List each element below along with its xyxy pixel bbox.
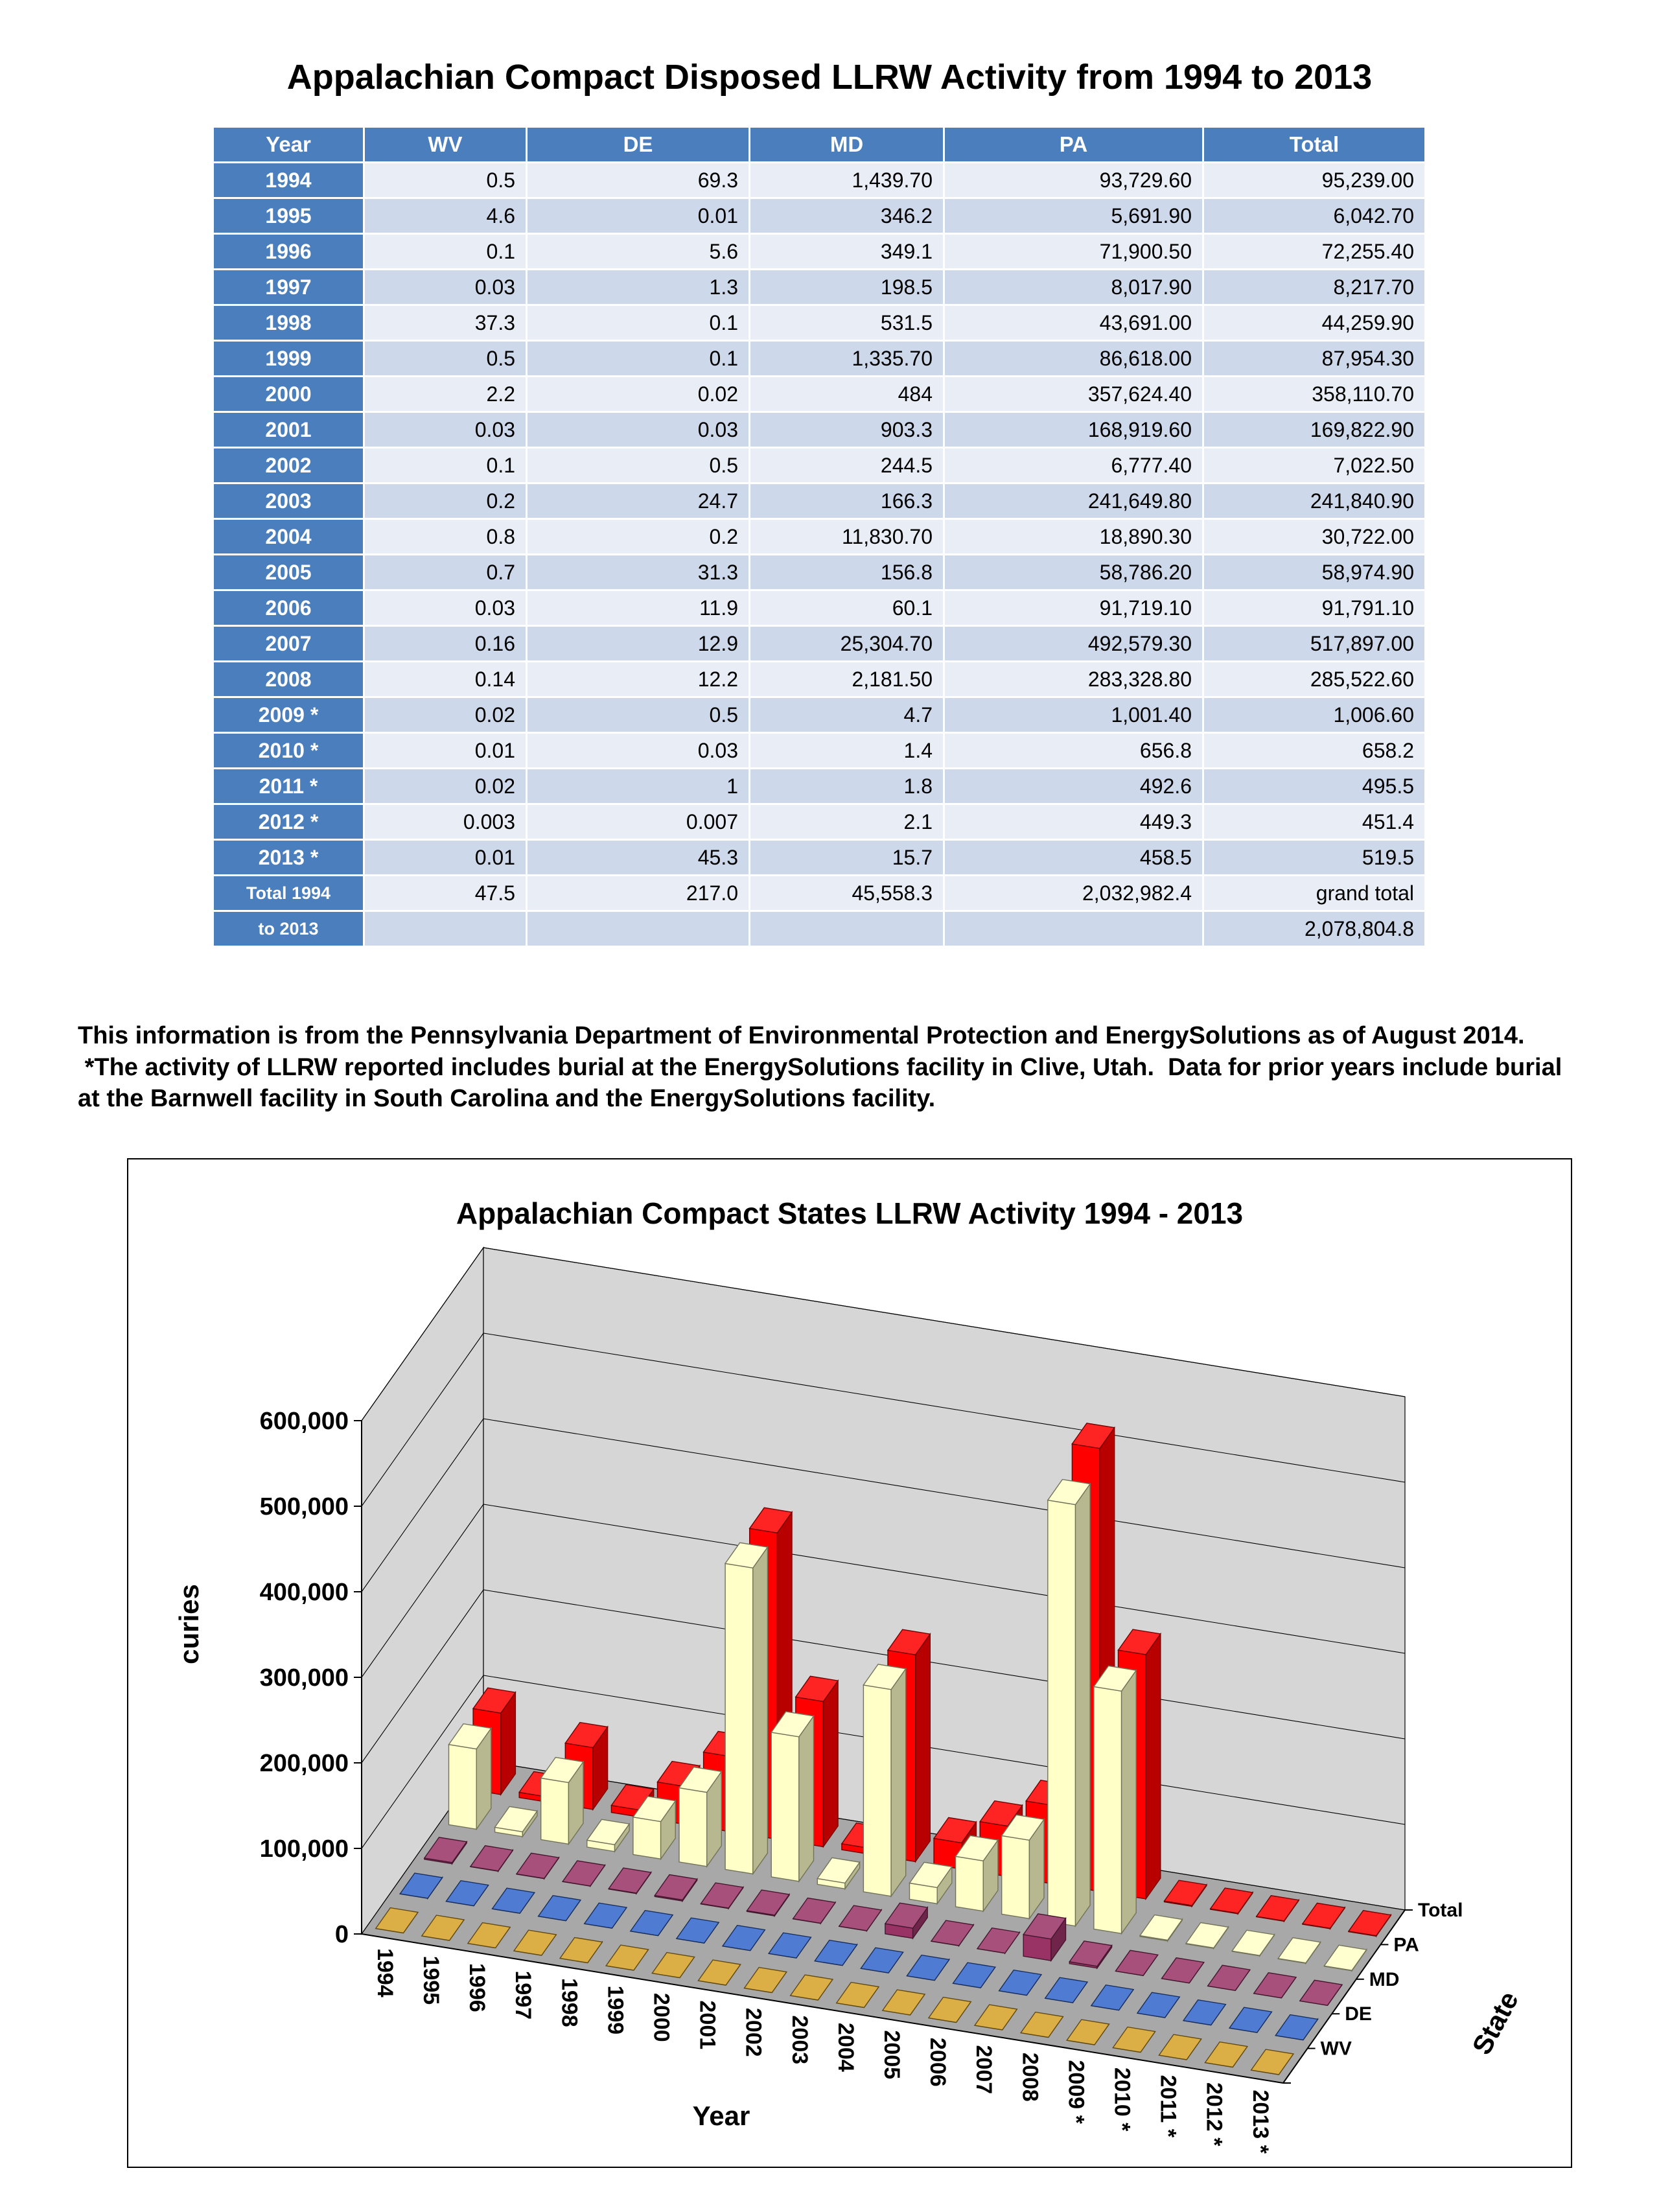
value-cell: 1.8 [750,769,944,804]
x-tick-label: 1997 [511,1970,536,2020]
value-cell: 0.2 [364,483,527,519]
value-cell: 7,022.50 [1203,448,1426,483]
value-cell: 44,259.90 [1203,305,1426,341]
table-row [213,769,1426,804]
table-row [213,341,1426,377]
year-cell: 1999 [213,341,364,377]
value-cell: 0.03 [527,412,750,448]
value-cell: 244.5 [750,448,944,483]
value-cell: 2.1 [750,804,944,840]
value-cell: 0.16 [364,626,527,662]
value-cell: 0.1 [364,448,527,483]
total-label-cell: Total 1994 [213,876,364,911]
value-cell: 4.7 [750,697,944,733]
value-cell: 0.01 [364,840,527,876]
year-cell: 2013 * [213,840,364,876]
value-cell: 71,900.50 [944,234,1203,270]
table-row [213,519,1426,555]
year-cell: 1994 [213,163,364,198]
year-cell: 2004 [213,519,364,555]
footnote-line: *The activity of LLRW reported includes burial at the EnergySolutions facility in Clive, Utah. Data for prior years include burial at the Barnwell facility in South Carolina and the EnergySolutions facility. [78,1053,1569,1113]
chart-container [127,1158,1572,2168]
value-cell: 0.03 [364,412,527,448]
value-cell: 6,042.70 [1203,198,1426,234]
series-label-MD: MD [1369,1968,1400,1990]
value-cell: 72,255.40 [1203,234,1426,270]
total-value-cell: 47.5 [364,876,527,911]
bar-front-PA [1094,1686,1122,1933]
empty-cell [527,911,750,947]
value-cell: 0.2 [527,519,750,555]
value-cell: 18,890.30 [944,519,1203,555]
x-tick-label: 2001 [695,2000,720,2050]
table-row [213,626,1426,662]
y-tick-label: 0 [334,1921,349,1948]
table-row [213,163,1426,198]
year-cell: 2009 * [213,697,364,733]
year-cell: 2011 * [213,769,364,804]
column-header: Year [213,127,364,163]
x-tick-label: 2005 [879,2030,904,2080]
bar-front-PA [449,1745,477,1830]
value-cell: 658.2 [1203,733,1426,769]
value-cell: 492,579.30 [944,626,1203,662]
value-cell: 156.8 [750,555,944,590]
year-cell: 2006 [213,590,364,626]
empty-cell [364,911,527,947]
x-tick-label: 2006 [925,2038,951,2087]
year-cell: 1997 [213,270,364,305]
total-value-cell: 2,032,982.4 [944,876,1203,911]
bar-front-PA [956,1856,984,1911]
total-value-cell: 217.0 [527,876,750,911]
year-cell: 2002 [213,448,364,483]
table-row [213,840,1426,876]
value-cell: 87,954.30 [1203,341,1426,377]
empty-cell [750,911,944,947]
year-cell: 2003 [213,483,364,519]
x-tick-label: 2004 [833,2023,858,2072]
value-cell: 60.1 [750,590,944,626]
series-label-DE: DE [1345,2003,1372,2025]
table-row [213,412,1426,448]
x-tick-label: 2009 * [1063,2060,1089,2124]
table-row [213,697,1426,733]
x-tick-label: 2013 * [1247,2090,1273,2154]
bar-side-Total [1146,1634,1161,1899]
bar-side-PA [799,1716,814,1881]
bar-front-PA [1048,1500,1076,1926]
bar-side-PA [891,1669,906,1896]
llrw-3d-bar-chart [128,1159,1571,2167]
value-cell: 285,522.60 [1203,662,1426,697]
grand-total-label-cell: grand total [1203,876,1426,911]
source-note-line: This information is from the Pennsylvania Department of Environmental Protection and EnergySolutions as of August 2014. [78,1022,1525,1049]
x-tick-label: 2007 [971,2045,997,2095]
empty-cell [944,911,1203,947]
value-cell: 69.3 [527,163,750,198]
value-cell: 37.3 [364,305,527,341]
chart-title: Appalachian Compact States LLRW Activity 1994 - 2013 [456,1196,1244,1230]
value-cell: 656.8 [944,733,1203,769]
table-row [213,198,1426,234]
value-cell: 0.03 [364,590,527,626]
table-row [213,483,1426,519]
value-cell: 0.02 [364,697,527,733]
value-cell: 2.2 [364,377,527,412]
bar-front-PA [863,1685,891,1896]
table-row [213,305,1426,341]
value-cell: 4.6 [364,198,527,234]
value-cell: 349.1 [750,234,944,270]
series-label-Total: Total [1418,1900,1463,1921]
table-row [213,733,1426,769]
value-cell: 5,691.90 [944,198,1203,234]
value-cell: 12.2 [527,662,750,697]
value-cell: 91,719.10 [944,590,1203,626]
table-row [213,270,1426,305]
x-tick-label: 1995 [419,1955,443,2005]
x-tick-label: 2002 [741,2008,766,2057]
value-cell: 0.03 [527,733,750,769]
value-cell: 58,974.90 [1203,555,1426,590]
column-header: WV [364,127,527,163]
value-cell: 358,110.70 [1203,377,1426,412]
value-cell: 0.1 [527,341,750,377]
year-cell: 2007 [213,626,364,662]
bar-side-Total [916,1634,931,1861]
value-cell: 0.5 [364,341,527,377]
value-cell: 0.01 [364,733,527,769]
series-label-PA: PA [1393,1934,1419,1956]
value-cell: 0.7 [364,555,527,590]
value-cell: 492.6 [944,769,1203,804]
table-header-row [213,127,1426,163]
value-cell: 0.01 [527,198,750,234]
y-tick-label: 500,000 [259,1493,349,1520]
value-cell: 0.003 [364,804,527,840]
x-axis-title: Year [692,2101,750,2131]
value-cell: 11,830.70 [750,519,944,555]
value-cell: 45.3 [527,840,750,876]
series-label-WV: WV [1320,2038,1352,2060]
value-cell: 0.14 [364,662,527,697]
value-cell: 1,001.40 [944,697,1203,733]
table-row [213,804,1426,840]
year-cell: 1998 [213,305,364,341]
x-tick-label: 1998 [557,1978,582,2027]
value-cell: 6,777.40 [944,448,1203,483]
value-cell: 1 [527,769,750,804]
value-cell: 166.3 [750,483,944,519]
value-cell: 451.4 [1203,804,1426,840]
year-cell: 2012 * [213,804,364,840]
x-tick-label: 2008 [1017,2053,1043,2102]
bar-front-PA [771,1732,799,1881]
x-tick-label: 2010 * [1109,2067,1135,2132]
bar-front-PA [679,1788,707,1867]
source-notes [78,1020,1584,1115]
year-cell: 2010 * [213,733,364,769]
grand-total-value-cell: 2,078,804.8 [1203,911,1426,947]
value-cell: 0.5 [527,697,750,733]
x-tick-label: 2011 * [1155,2075,1181,2137]
value-cell: 1,006.60 [1203,697,1426,733]
year-cell: 1996 [213,234,364,270]
bar-front-PA [725,1563,753,1874]
value-cell: 58,786.20 [944,555,1203,590]
value-cell: 0.02 [527,377,750,412]
value-cell: 91,791.10 [1203,590,1426,626]
value-cell: 198.5 [750,270,944,305]
value-cell: 0.007 [527,804,750,840]
value-cell: 25,304.70 [750,626,944,662]
value-cell: 0.1 [527,305,750,341]
value-cell: 484 [750,377,944,412]
column-header: DE [527,127,750,163]
table-row [213,448,1426,483]
value-cell: 0.03 [364,270,527,305]
x-tick-label: 2012 * [1201,2082,1227,2147]
value-cell: 0.5 [364,163,527,198]
bar-front-PA [633,1817,661,1859]
x-tick-label: 2000 [649,1993,674,2042]
value-cell: 0.8 [364,519,527,555]
value-cell: 0.5 [527,448,750,483]
total-row [213,876,1426,911]
value-cell: 86,618.00 [944,341,1203,377]
value-cell: 241,649.80 [944,483,1203,519]
value-cell: 0.02 [364,769,527,804]
value-cell: 1.3 [527,270,750,305]
bar-side-PA [1076,1484,1091,1926]
y-tick-label: 200,000 [259,1750,349,1777]
y-tick-label: 100,000 [259,1835,349,1863]
column-header: Total [1203,127,1426,163]
value-cell: 15.7 [750,840,944,876]
year-cell: 2008 [213,662,364,697]
table-row [213,662,1426,697]
table-row [213,234,1426,270]
table-row [213,377,1426,412]
total-value-cell: 45,558.3 [750,876,944,911]
value-cell: 531.5 [750,305,944,341]
value-cell: 0.1 [364,234,527,270]
x-tick-label: 1996 [465,1963,490,2012]
value-cell: 517,897.00 [1203,626,1426,662]
total-label-cell: to 2013 [213,911,364,947]
year-cell: 2000 [213,377,364,412]
value-cell: 495.5 [1203,769,1426,804]
y-tick-label: 400,000 [259,1579,349,1606]
bar-front-PA [541,1778,569,1845]
value-cell: 24.7 [527,483,750,519]
value-cell: 2,181.50 [750,662,944,697]
value-cell: 168,919.60 [944,412,1203,448]
x-tick-label: 1994 [372,1948,397,1997]
y-axis-title: curies [174,1584,204,1664]
value-cell: 283,328.80 [944,662,1203,697]
value-cell: 903.3 [750,412,944,448]
value-cell: 1,335.70 [750,341,944,377]
value-cell: 11.9 [527,590,750,626]
y-tick-label: 600,000 [259,1408,349,1435]
value-cell: 8,217.70 [1203,270,1426,305]
y-tick-label: 300,000 [259,1664,349,1692]
value-cell: 8,017.90 [944,270,1203,305]
value-cell: 519.5 [1203,840,1426,876]
value-cell: 169,822.90 [1203,412,1426,448]
value-cell: 31.3 [527,555,750,590]
x-tick-label: 2003 [787,2015,812,2065]
year-cell: 1995 [213,198,364,234]
page-title: Appalachian Compact Disposed LLRW Activity from 1994 to 2013 [286,58,1373,97]
year-cell: 2001 [213,412,364,448]
value-cell: 357,624.40 [944,377,1203,412]
table-row [213,555,1426,590]
value-cell: 93,729.60 [944,163,1203,198]
value-cell: 1.4 [750,733,944,769]
value-cell: 5.6 [527,234,750,270]
value-cell: 43,691.00 [944,305,1203,341]
value-cell: 1,439.70 [750,163,944,198]
bar-front-PA [1002,1835,1030,1918]
x-tick-label: 1999 [603,1985,628,2035]
column-header: MD [750,127,944,163]
total-row [213,911,1426,947]
value-cell: 241,840.90 [1203,483,1426,519]
value-cell: 12.9 [527,626,750,662]
value-cell: 30,722.00 [1203,519,1426,555]
value-cell: 458.5 [944,840,1203,876]
bar-side-PA [753,1547,768,1874]
value-cell: 449.3 [944,804,1203,840]
value-cell: 346.2 [750,198,944,234]
z-axis-title: State [1466,1986,1525,2060]
llrw-data-table [212,126,1426,948]
table-row [213,590,1426,626]
value-cell: 95,239.00 [1203,163,1426,198]
bar-side-Total [824,1681,839,1846]
column-header: PA [944,127,1203,163]
year-cell: 2005 [213,555,364,590]
bar-side-PA [1122,1670,1137,1933]
